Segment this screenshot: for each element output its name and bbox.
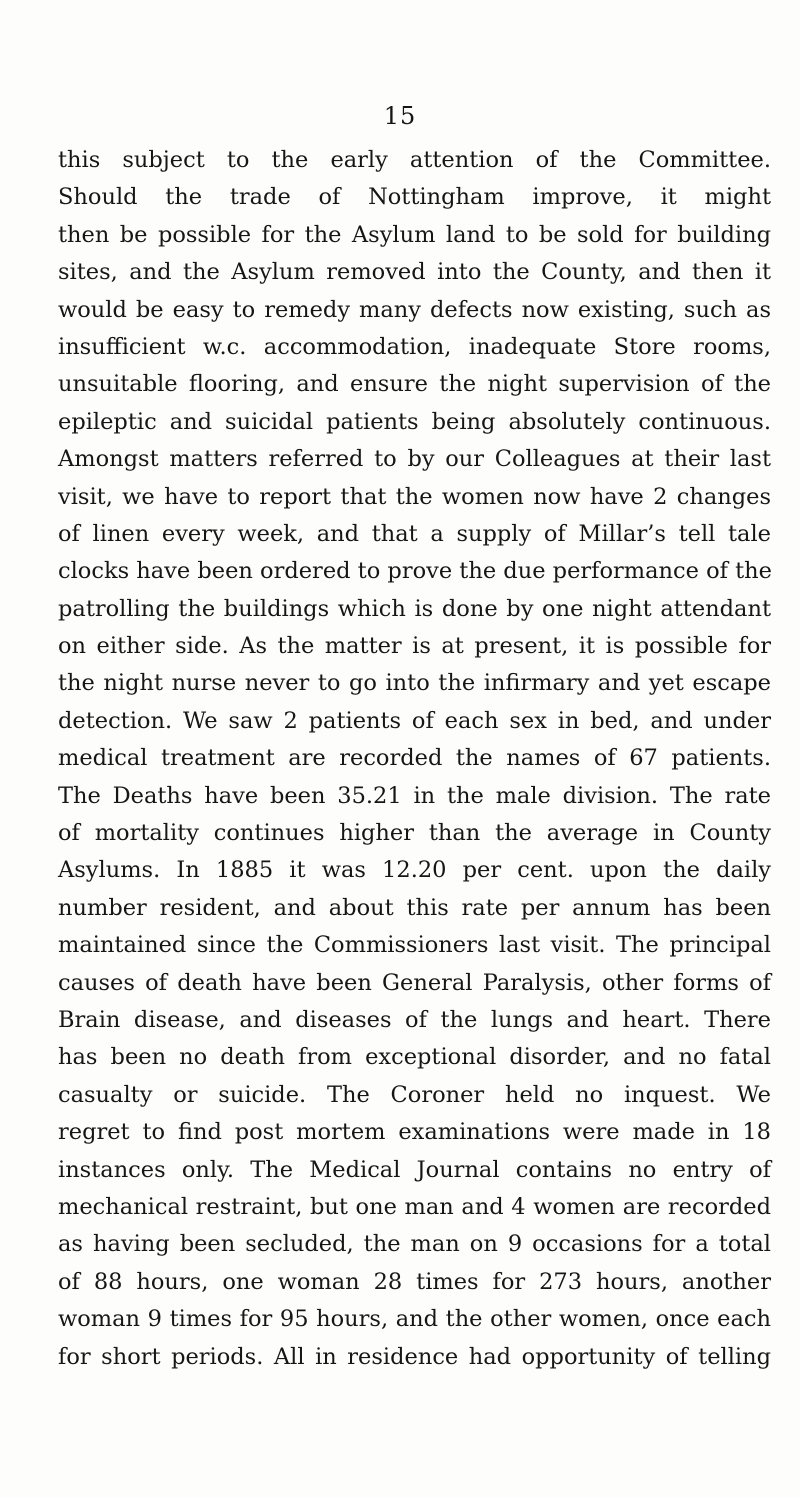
text-line: mechanical restraint, but one man and 4 women are recorded	[58, 1193, 771, 1220]
text-line: then be possible for the Asylum land to be sold for building	[58, 221, 771, 248]
text-line: casualty or suicide. The Coroner held no inquest. We	[58, 1081, 771, 1108]
text-line: of linen every week, and that a supply of Millar’s tell tale	[58, 520, 771, 547]
text-line: for short periods. All in residence had opportunity of telling	[58, 1343, 771, 1370]
text-line: of mortality continues higher than the average in County	[58, 820, 771, 847]
text-line: The Deaths have been 35.21 in the male division. The rate	[58, 782, 771, 809]
text-line: of 88 hours, one woman 28 times for 273 hours, another	[58, 1268, 771, 1295]
text-line: on either side. As the matter is at present, it is possible for	[58, 633, 771, 660]
text-line: would be easy to remedy many defects now existing, such as	[58, 296, 771, 323]
text-line: unsuitable flooring, and ensure the night supervision of the	[58, 371, 771, 398]
text-line: number resident, and about this rate per annum has been	[58, 894, 771, 921]
text-line: Brain disease, and diseases of the lungs and heart. There	[58, 1006, 771, 1033]
text-line: woman 9 times for 95 hours, and the other women, once each	[58, 1306, 771, 1333]
text-line: visit, we have to report that the women now have 2 changes	[58, 483, 771, 510]
text-line: the night nurse never to go into the infirmary and yet escape	[58, 670, 771, 697]
text-line: clocks have been ordered to prove the due performance of the	[58, 558, 772, 585]
text-line: medical treatment are recorded the names of 67 patients.	[58, 745, 771, 772]
text-line: as having been secluded, the man on 9 occasions for a total	[58, 1231, 771, 1258]
text-line: insufficient w.c. accommodation, inadequate Store rooms,	[58, 333, 771, 360]
text-line: causes of death have been General Paralysis, other forms of	[58, 969, 771, 996]
text-line: Asylums. In 1885 it was 12.20 per cent. upon the daily	[58, 857, 771, 884]
text-line: Should the trade of Nottingham improve, it might	[58, 184, 771, 211]
text-line: patrolling the buildings which is done by one night attendant	[58, 595, 771, 622]
text-line: epileptic and suicidal patients being absolutely continuous.	[58, 408, 771, 435]
text-line: maintained since the Commissioners last visit. The principal	[58, 932, 771, 959]
text-line: detection. We saw 2 patients of each sex in bed, and under	[58, 707, 771, 734]
text-line: sites, and the Asylum removed into the County, and then it	[58, 259, 771, 286]
text-line: has been no death from exceptional disorder, and no fatal	[58, 1044, 771, 1071]
text-line: this subject to the early attention of the Committee.	[58, 147, 771, 173]
page-number: 15	[383, 102, 417, 130]
text-line: regret to find post mortem examinations were made in 18	[58, 1119, 771, 1146]
text-line: instances only. The Medical Journal contains no entry of	[58, 1156, 771, 1183]
body-paragraph	[58, 142, 771, 1376]
text-line: Amongst matters referred to by our Colleagues at their last	[58, 446, 771, 473]
